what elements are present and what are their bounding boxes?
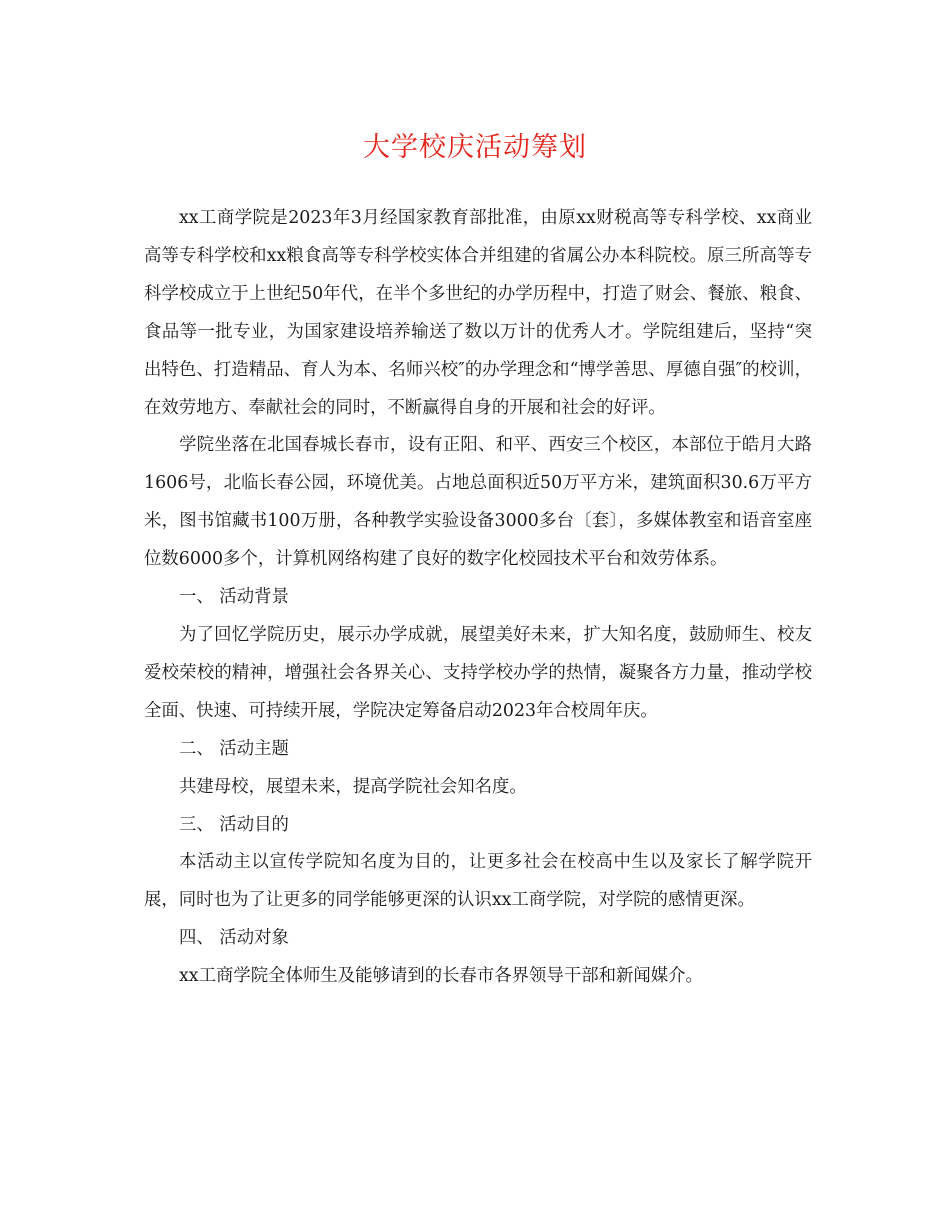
paragraph-intro: xx工商学院是2023年3月经国家教育部批准，由原xx财税高等专科学校、xx商业高等专科学校和xx粮食高等专科学校实体合并组建的省属公办本科院校。原三所高等专科学校成立于上世纪50年代，在半个多世纪的办学历程中，打造了财会、餐旅、粮食、食品等一批专业，为国家建设培养输送了数以万计的优秀人才。学院组建后，坚持“突出特色、打造精品、育人为本、名师兴校″的办学理念和“博学善思、厚德自强″的校训，在效劳地方、奉献社会的同时，不断赢得自身的开展和社会的好评。	[144, 208, 812, 418]
document-body	[144, 200, 812, 996]
section-heading-purpose: 三、 活动目的	[179, 814, 289, 835]
paragraph-purpose: 本活动主以宣传学院知名度为目的，让更多社会在校高中生以及家长了解学院开展，同时也为了让更多的同学能够更深的认识xx工商学院，对学院的感情更深。	[144, 852, 812, 911]
paragraph-audience: xx工商学院全体师生及能够请到的长春市各界领导干部和新闻媒介。	[179, 966, 703, 987]
document-title: 大学校庆活动筹划	[363, 132, 587, 163]
paragraph-theme: 共建母校，展望未来，提高学院社会知名度。	[179, 776, 527, 797]
paragraph-campus: 学院坐落在北国春城长春市，设有正阳、和平、西安三个校区，本部位于皓月大路1606号，北临长春公园，环境优美。占地总面积近50万平方米，建筑面积30.6万平方米，图书馆藏书100万册，各种教学实验设备3000多台〔套〕，多媒体教室和语音室座位数6000多个，计算机网络构建了良好的数字化校园技术平台和效劳体系。	[144, 435, 812, 570]
section-heading-background: 一、 活动背景	[179, 587, 289, 608]
section-heading-audience: 四、 活动对象	[179, 928, 289, 949]
section-heading-theme: 二、 活动主题	[179, 738, 289, 759]
paragraph-background: 为了回忆学院历史，展示办学成就，展望美好未来，扩大知名度，鼓励师生、校友爱校荣校的精神，增强社会各界关心、支持学校办学的热情，凝聚各方力量，推动学校全面、快速、可持续开展，学院决定筹备启动2023年合校周年庆。	[144, 624, 812, 721]
